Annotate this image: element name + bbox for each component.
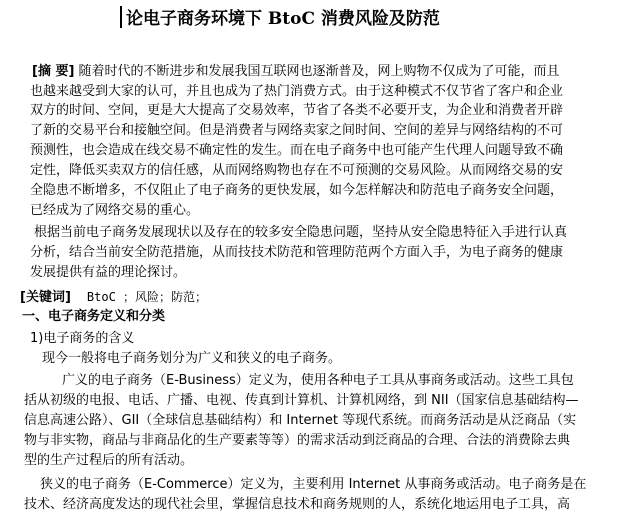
abstract2-line-2: 分析，结合当前安全防范措施，从而技技术防范和管理防范两个方面入手，为电子商务的健康 [30, 245, 564, 260]
body-intro: 现今一般将电子商务划分为广义和狭义的电子商务。 [42, 351, 342, 366]
narrow-line-1: 狭义的电子商务（E-Commerce）定义为，主要利用 Internet 从事商务或活动。电子商务是在 [40, 477, 587, 492]
abstract-line-1 [32, 64, 560, 80]
subsection-heading: 1)电子商务的含义 [30, 331, 135, 346]
abstract-text: 随着时代的不断进步和发展我国互联网也逐渐普及，网上购物不仅成为了可能，而且 [74, 64, 560, 79]
broad-line-4: 物与非实物，商品与非商品化的生产要素等等）的需求活动到泛商品的合理、合法的消费除去典 [24, 433, 571, 448]
abstract-line-2: 也越来越受到大家的认可，并且也成为了热门消费方式。由于这种模式不仅节省了客户和企业 [30, 84, 564, 99]
broad-line-2: 括从初级的电报、电话、广播、电视、传真到计算机、计算机网络，到 NII（国家信息基础结构— [24, 393, 579, 408]
document-title-block [120, 4, 440, 29]
text-cursor [120, 6, 122, 28]
broad-line-1: 广义的电子商务（E-Business）定义为，使用各种电子工具从事商务或活动。这些工具包 [62, 373, 574, 388]
abstract2-line-1: 根据当前电子商务发展现状以及存在的较多安全隐患问题，坚持从安全隐患特征入手进行认真 [34, 225, 568, 240]
keywords-label: [关键词] [20, 290, 71, 305]
abstract-line-4: 了新的交易平台和接触空间。但是消费者与网络卖家之间时间、空间的差异与网络结构的不可 [30, 123, 564, 138]
abstract-line-5: 预测性，也会造成在线交易不确定性的发生。而在电子商务中也可能产生代理人问题导致不确 [30, 143, 564, 158]
abstract2-line-3: 发展提供有益的理论探讨。 [30, 265, 187, 280]
document-title: 论电子商务环境下 BtoC 消费风险及防范 [126, 9, 440, 29]
keywords-value: BtoC ；风险；防范； [86, 290, 208, 304]
narrow-line-2: 技术、经济高度发达的现代社会里，掌握信息技术和商务规则的人，系统化地运用电子工具，高 [24, 497, 571, 512]
broad-line-3: 信息高速公路）、GII（全球信息基础结构）和 Internet 等现代系统。而商务活动是从泛商品（实 [24, 413, 577, 428]
abstract-line-8: 已经成为了网络交易的重心。 [30, 203, 200, 218]
abstract-line-7: 全隐患不断增多，不仅阻止了电子商务的更快发展，如今怎样解决和防范电子商务安全问题， [30, 183, 564, 198]
abstract-label: [摘 要] [32, 64, 75, 79]
abstract-line-6: 定性，降低买卖双方的信任感，从而网络购物也存在不可预测的交易风险。从而网络交易的安 [30, 163, 564, 178]
keywords-line [20, 289, 207, 305]
abstract-line-3: 双方的时间、空间，更是大大提高了交易效率，节省了各类不必要开支，为企业和消费者开辟 [30, 103, 564, 118]
broad-line-5: 型的生产过程后的所有活动。 [24, 453, 194, 468]
section-heading: 一、电子商务定义和分类 [22, 309, 166, 324]
